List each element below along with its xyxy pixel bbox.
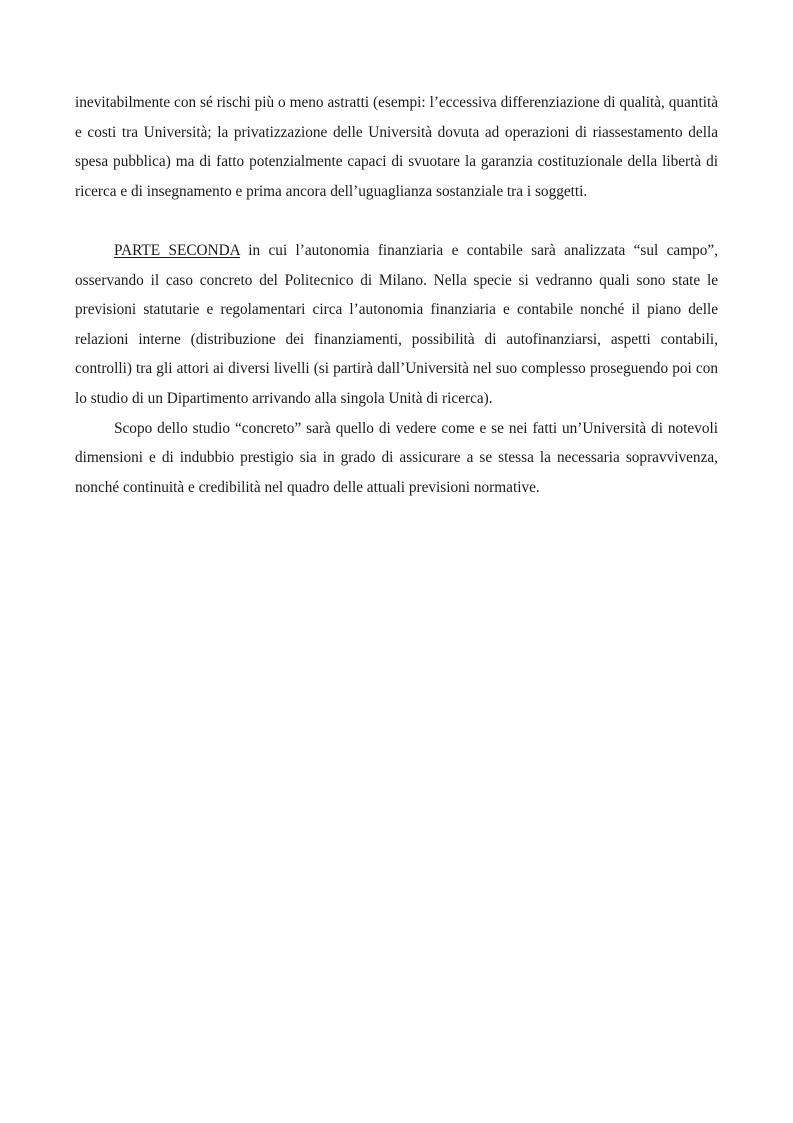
section-heading-parte-seconda: PARTE SECONDA [114, 241, 240, 259]
paragraph-scopo-studio: Scopo dello studio “concreto” sarà quello di vedere come e se nei fatti un’Università di notevoli dimensioni e di indubbio prestigio sia in grado di assicurare a se stessa la necessaria sopravvivenza, nonché continuità e credibilità nel quadro delle attuali previsioni normative. [75, 419, 718, 496]
paragraph-parte-seconda-body: in cui l’autonomia finanziaria e contabile sarà analizzata “sul campo”, osservando il caso concreto del Politecnico di Milano. Nella specie si vedranno quali sono state le previsioni statutarie e regolamentari circa l’autonomia finanziaria e contabile nonché il piano delle relazioni interne (distribuzione dei finanziamenti, possibilità di autofinanziarsi, aspetti contabili, controlli) tra gli attori ai diversi livelli (si partirà dall’Università nel suo complesso proseguendo poi con lo studio di un Dipartimento arrivando alla singola Unità di ricerca). [75, 241, 719, 407]
document-page [75, 88, 718, 502]
paragraph-intro-continuation: inevitabilmente con sé rischi più o meno astratti (esempi: l’eccessiva differenziazione di qualità, quantità e costi tra Università; la privatizzazione delle Università dovuta ad operazioni di riassestamento della spesa pubblica) ma di fatto potenzialmente capaci di svuotare la garanzia costituzionale della libertà di ricerca e di insegnamento e prima ancora dell’uguaglianza sostanziale tra i soggetti. [75, 94, 718, 200]
paragraph-parte-seconda [75, 236, 718, 414]
